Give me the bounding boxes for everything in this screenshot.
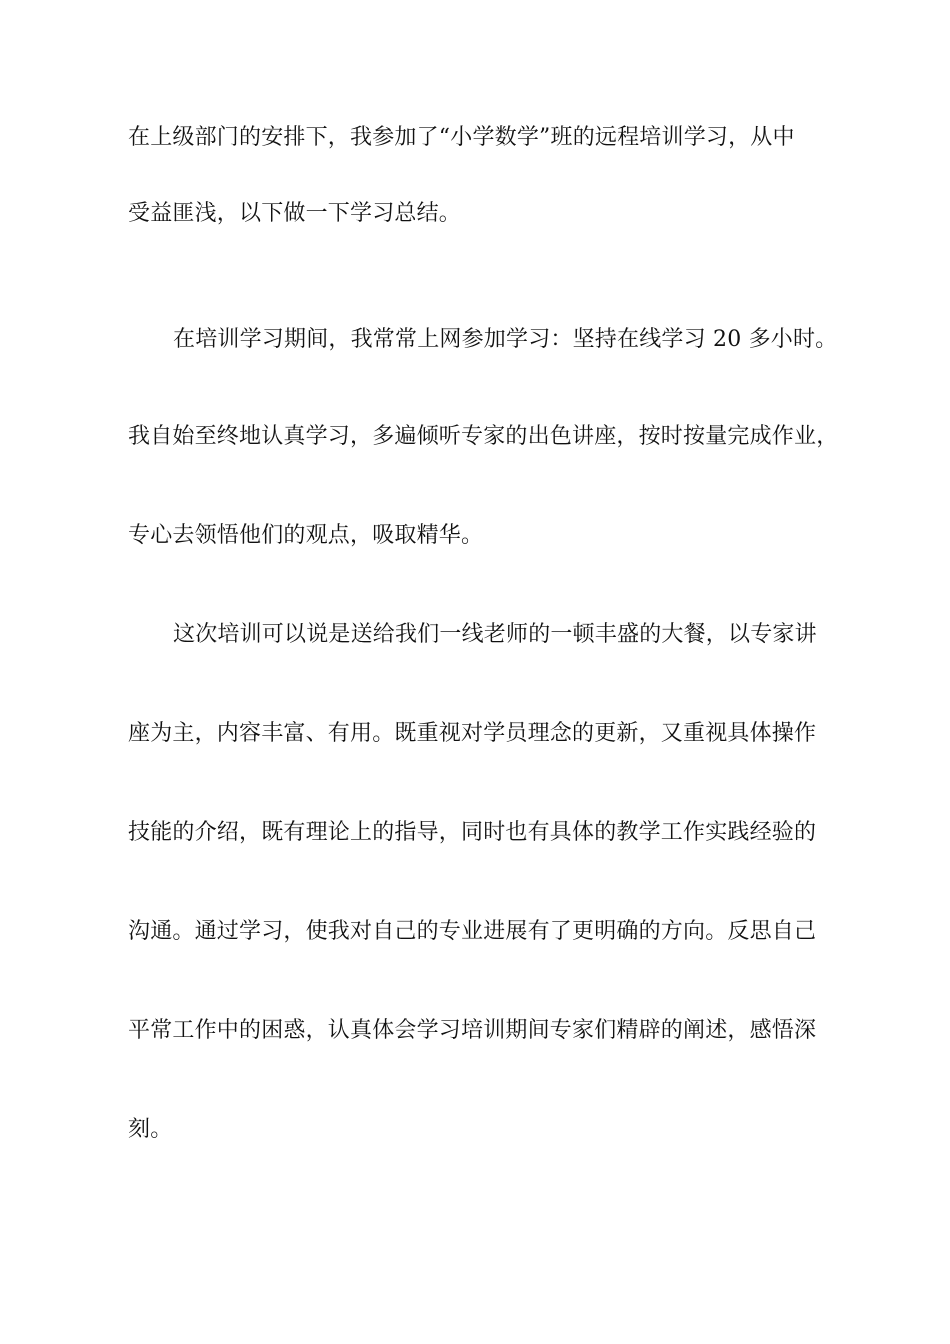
paragraph-1-line-1: 在上级部门的安排下，我参加了“小学数学”班的远程培训学习，从中: [128, 125, 795, 150]
paragraph-3-line-4: 沟通。通过学习，使我对自己的专业进展有了更明确的方向。反思自己: [128, 919, 817, 944]
paragraph-3-line-2: 座为主，内容丰富、有用。既重视对学员理念的更新，又重视具体操作: [128, 721, 817, 746]
paragraph-3-line-5: 平常工作中的困惑，认真体会学习培训期间专家们精辟的阐述，感悟深: [128, 1018, 817, 1043]
paragraph-2-line-3: 专心去领悟他们的观点，吸取精华。: [128, 523, 484, 548]
paragraph-1-line-2: 受益匪浅，以下做一下学习总结。: [128, 201, 462, 226]
paragraph-3-line-3: 技能的介绍，既有理论上的指导，同时也有具体的教学工作实践经验的: [128, 820, 817, 845]
paragraph-2-line-2: 我自始至终地认真学习，多遍倾听专家的出色讲座，按时按量完成作业，: [128, 424, 839, 449]
paragraph-3-line-1: 这次培训可以说是送给我们一线老师的一顿丰盛的大餐，以专家讲: [173, 622, 817, 647]
paragraph-2-line-1: 在培训学习期间，我常常上网参加学习：坚持在线学习 20 多小时。: [173, 327, 838, 352]
paragraph-3-line-6: 刻。: [128, 1117, 173, 1142]
